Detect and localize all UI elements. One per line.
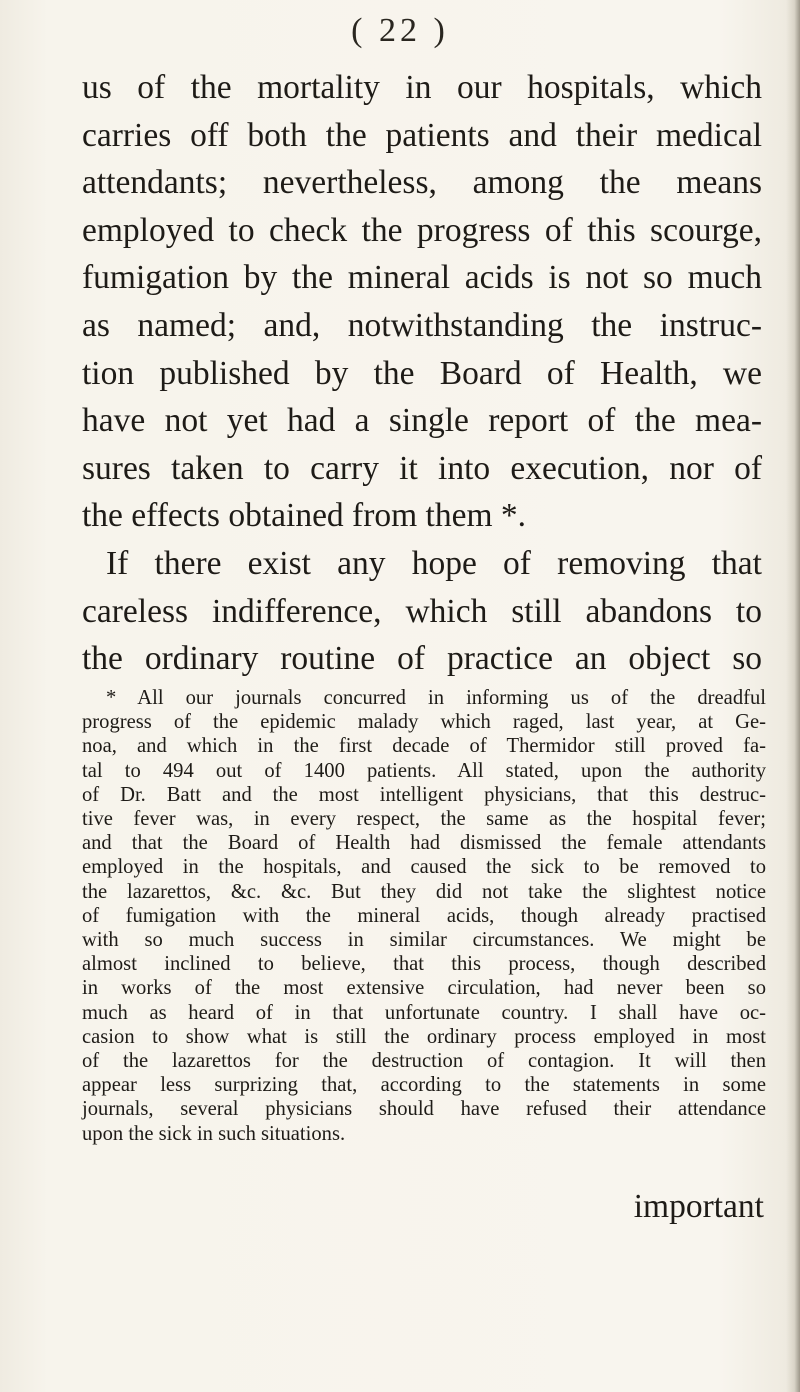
body-line: employed to check the progress of this scourge, — [82, 211, 762, 249]
page-edge-shadow — [786, 0, 800, 1392]
body-line: the effects obtained from them *. — [82, 497, 527, 535]
footnote-line: * All our journals concurred in informing us of the dreadful — [106, 687, 766, 709]
footnote-line: journals, several physicians should have refused their attendance — [82, 1098, 766, 1121]
footnote-line: in works of the most extensive circulation, had never been so — [82, 977, 766, 1000]
footnote-line: tive fever was, in every respect, the same as the hospital fever; — [82, 808, 766, 831]
body-line: careless indifference, which still abandons to — [82, 592, 762, 630]
footnote-line: of Dr. Batt and the most intelligent physicians, that this destruc- — [82, 783, 766, 806]
catchword: important — [633, 1188, 764, 1225]
page-number: ( 22 ) — [351, 12, 449, 49]
body-line: the ordinary routine of practice an object so — [82, 640, 762, 678]
footnote-line: almost inclined to believe, that this process, though described — [82, 953, 766, 976]
body-line: tion published by the Board of Health, we — [82, 354, 762, 392]
body-line: fumigation by the mineral acids is not so much — [82, 259, 762, 297]
body-line: sures taken to carry it into execution, nor of — [82, 449, 762, 487]
footnote-line: the lazarettos, &c. &c. But they did not take the slightest notice — [82, 880, 766, 903]
footnote-line: of the lazarettos for the destruction of contagion. It will then — [82, 1050, 766, 1073]
footnote-line: upon the sick in such situations. — [82, 1122, 346, 1145]
footnote-line: noa, and which in the first decade of Thermidor still proved fa- — [82, 735, 766, 758]
body-line: If there exist any hope of removing that — [106, 544, 762, 582]
footnote-line: of fumigation with the mineral acids, though already practised — [82, 904, 766, 927]
footnote — [82, 686, 766, 1146]
footnote-line: employed in the hospitals, and caused the sick to be removed to — [82, 856, 766, 879]
body-line: have not yet had a single report of the mea- — [82, 402, 762, 440]
body-line: as named; and, notwithstanding the instruc- — [82, 306, 762, 344]
main-body-text — [82, 64, 762, 683]
footnote-line: and that the Board of Health had dismissed the female attendants — [82, 832, 766, 855]
footnote-line: tal to 494 out of 1400 patients. All stated, upon the authority — [82, 759, 766, 782]
body-line: us of the mortality in our hospitals, which — [82, 69, 762, 106]
footnote-line: with so much success in similar circumstances. We might be — [82, 929, 766, 952]
body-line: carries off both the patients and their medical — [82, 116, 762, 154]
body-line: attendants; nevertheless, among the means — [82, 164, 762, 202]
footnote-line: appear less surprizing that, according to the statements in some — [82, 1074, 766, 1097]
footnote-line: casion to show what is still the ordinary process employed in most — [82, 1025, 766, 1048]
footnote-line: much as heard of in that unfortunate country. I shall have oc- — [82, 1001, 766, 1024]
footnote-line: progress of the epidemic malady which raged, last year, at Ge- — [82, 711, 766, 734]
